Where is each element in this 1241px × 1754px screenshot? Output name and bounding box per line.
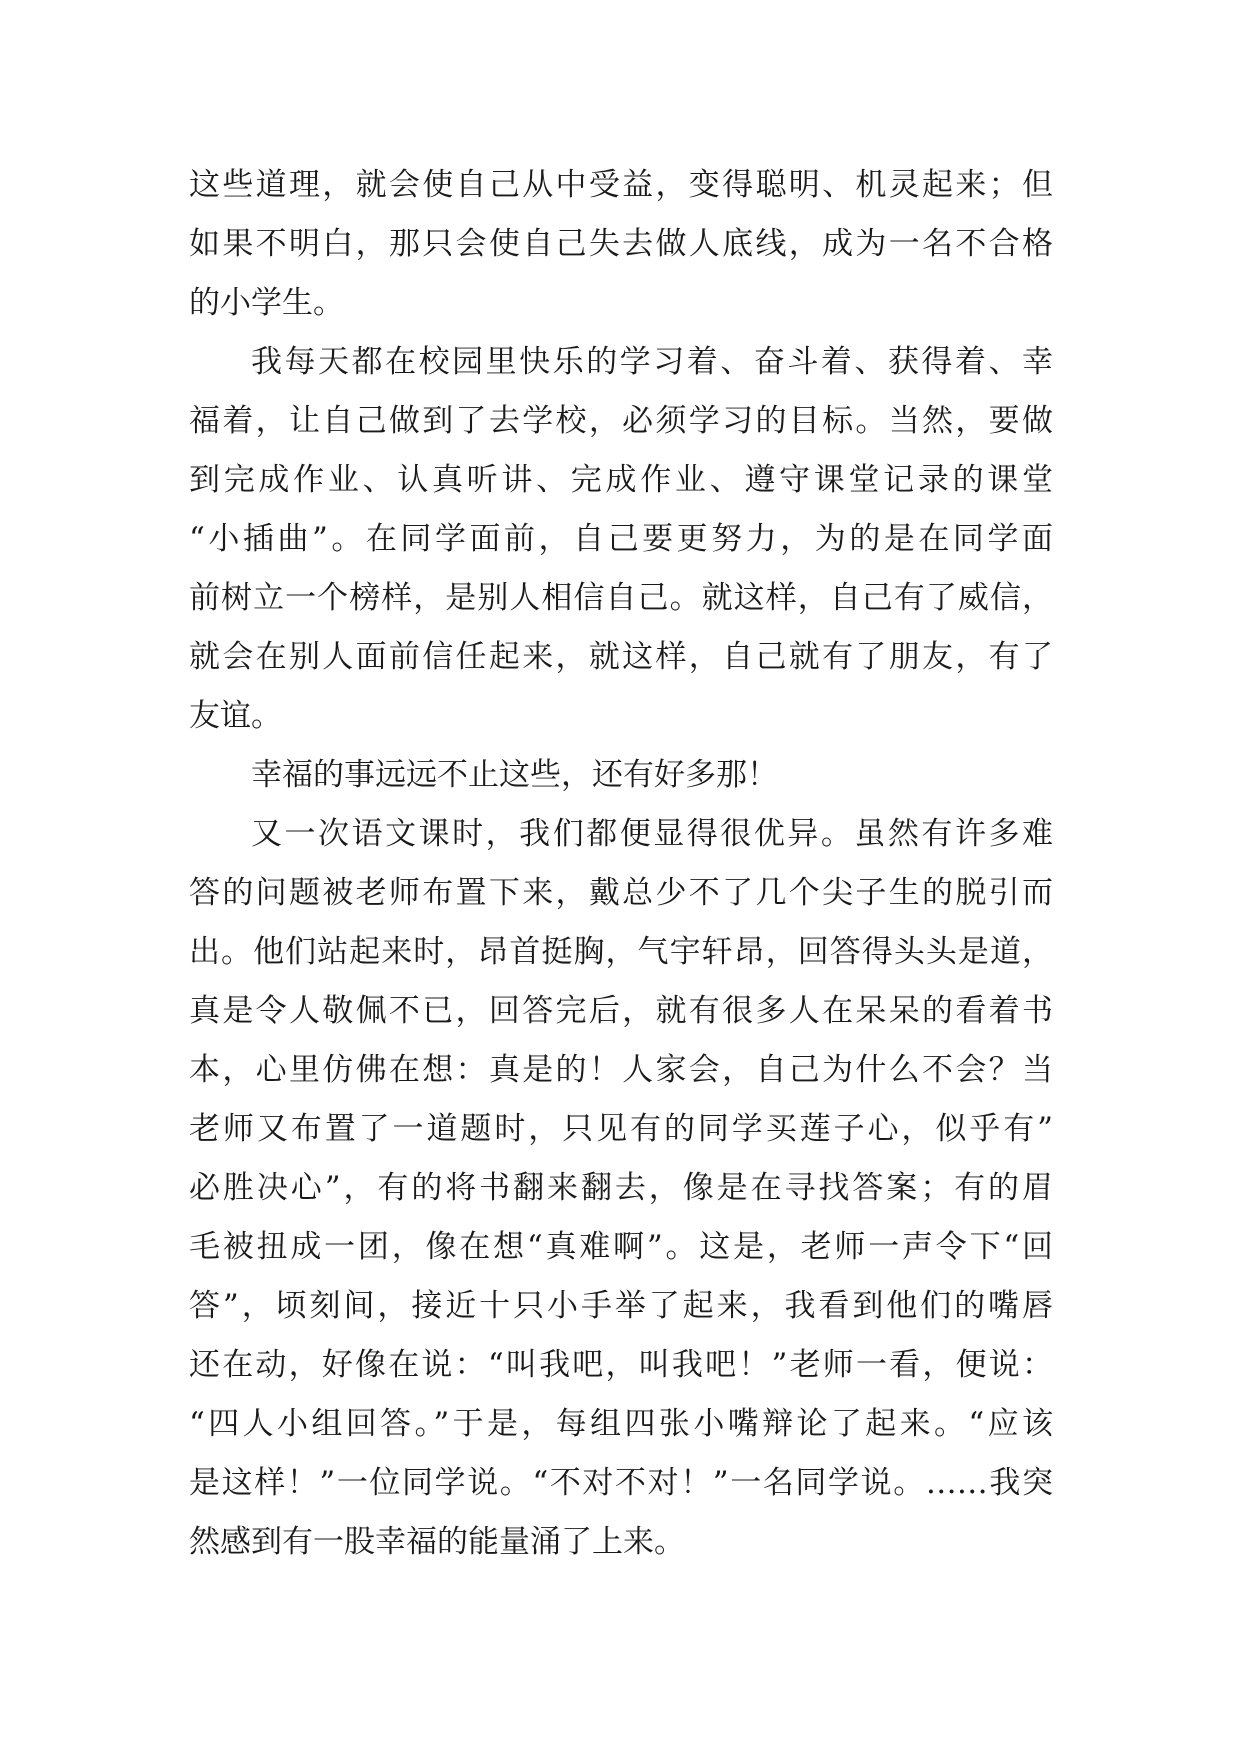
text-line: 友谊。 [189, 698, 282, 734]
paragraph-first-line: 我每天都在校园里快乐的学习着、奋斗着、获得着、幸 [251, 344, 1053, 380]
text-line: 本，心里仿佛在想：真是的！人家会，自己为什么不会？当 [189, 1052, 1053, 1088]
text-line: 就会在别人面前信任起来，就这样，自己就有了朋友，有了 [189, 639, 1053, 675]
text-line: 这些道理，就会使自己从中受益，变得聪明、机灵起来；但 [189, 167, 1053, 203]
paragraph-first-line: 又一次语文课时，我们都便显得很优异。虽然有许多难 [251, 816, 1053, 852]
text-line: 然感到有一股幸福的能量涌了上来。 [189, 1524, 685, 1560]
text-line: 出。他们站起来时，昂首挺胸，气宇轩昂，回答得头头是道， [189, 934, 1053, 970]
text-line: 必胜决心”，有的将书翻来翻去，像是在寻找答案；有的眉 [189, 1170, 1053, 1206]
text-line: 真是令人敬佩不已，回答完后，就有很多人在呆呆的看着书 [189, 993, 1053, 1029]
text-line: 的小学生。 [189, 285, 344, 321]
text-line: 到完成作业、认真听讲、完成作业、遵守课堂记录的课堂 [189, 462, 1053, 498]
document-body [189, 156, 1053, 1572]
text-line: 前树立一个榜样，是别人相信自己。就这样，自己有了威信， [189, 580, 1053, 616]
paragraph-first-line: 幸福的事远远不止这些，还有好多那！ [251, 757, 778, 793]
text-line: 老师又布置了一道题时，只见有的同学买莲子心，似乎有” [189, 1111, 1053, 1147]
text-line: 答”，顷刻间，接近十只小手举了起来，我看到他们的嘴唇 [189, 1288, 1053, 1324]
text-line: 福着，让自己做到了去学校，必须学习的目标。当然，要做 [189, 403, 1053, 439]
text-line: 如果不明白，那只会使自己失去做人底线，成为一名不合格 [189, 226, 1053, 262]
text-line: “小插曲”。在同学面前，自己要更努力，为的是在同学面 [189, 521, 1053, 557]
text-line: 还在动，好像在说：“叫我吧，叫我吧！”老师一看，便说： [189, 1347, 1053, 1383]
text-line: 答的问题被老师布置下来，戴总少不了几个尖子生的脱引而 [189, 875, 1053, 911]
text-line: “四人小组回答。”于是，每组四张小嘴辩论了起来。“应该 [189, 1406, 1053, 1442]
text-line: 是这样！”一位同学说。“不对不对！”一名同学说。……我突 [189, 1465, 1053, 1501]
text-line: 毛被扭成一团，像在想“真难啊”。这是，老师一声令下“回 [189, 1229, 1053, 1265]
